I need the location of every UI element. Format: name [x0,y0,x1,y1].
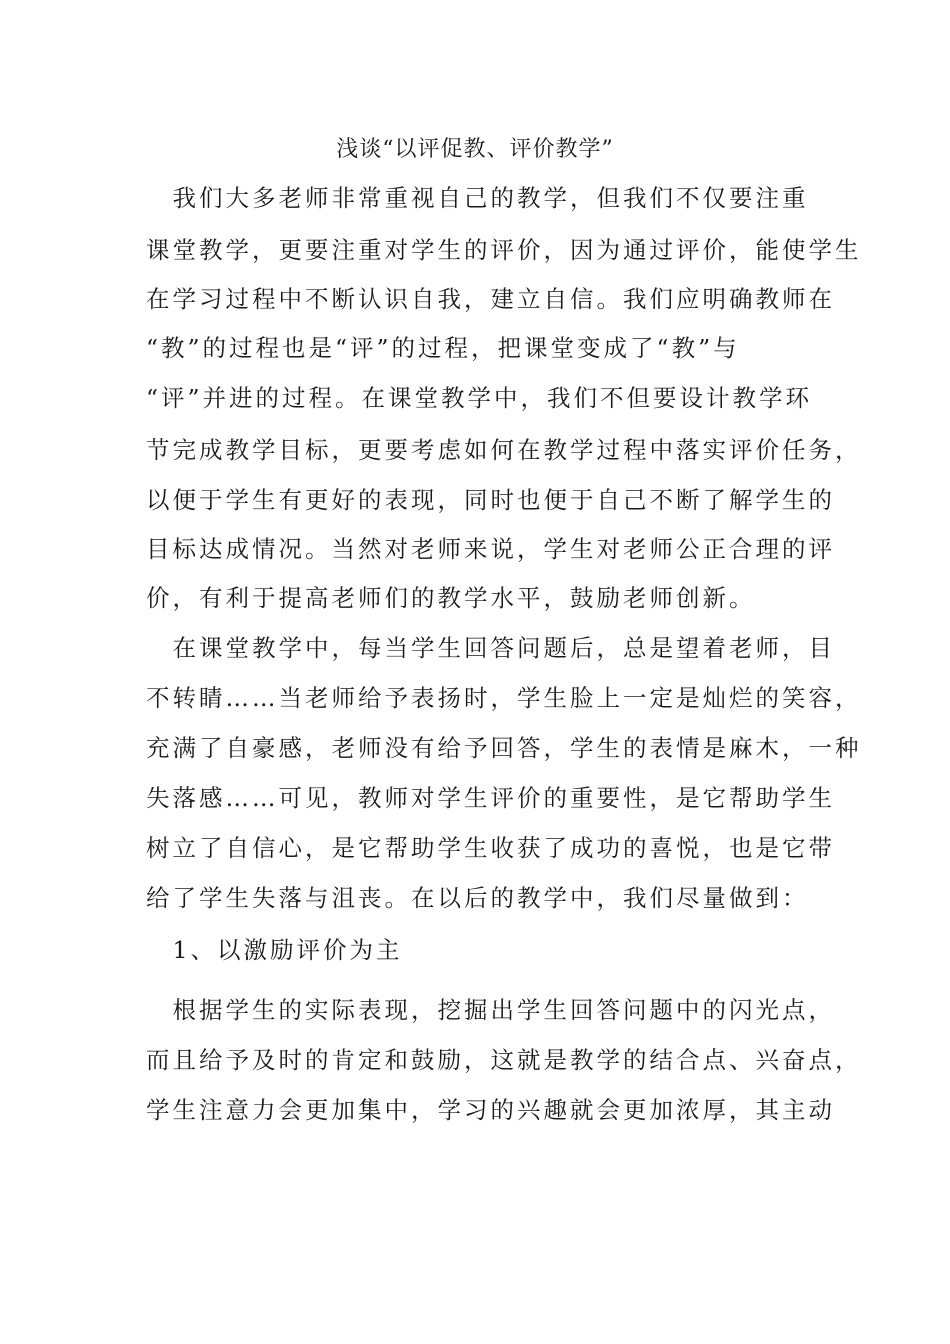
body-line: 不转睛……当老师给予表扬时，学生脸上一定是灿烂的笑容， [146,684,862,712]
body-line: 树立了自信心，是它帮助学生收获了成功的喜悦，也是它带 [146,834,835,862]
body-line: 节完成教学目标，更要考虑如何在教学过程中落实评价任务， [146,436,862,464]
body-line: 在学习过程中不断认识自我，建立自信。我们应明确教师在 [146,285,835,313]
body-line: 课堂教学，更要注重对学生的评价，因为通过评价，能使学生 [146,236,862,264]
body-line: 充满了自豪感，老师没有给予回答，学生的表情是麻木，一种 [146,734,862,762]
body-line: 而且给予及时的肯定和鼓励，这就是教学的结合点、兴奋点， [146,1046,862,1074]
body-line: 目标达成情况。当然对老师来说，学生对老师公正合理的评 [146,535,835,563]
body-line: 失落感……可见，教师对学生评价的重要性，是它帮助学生 [146,784,835,812]
body-line: 学生注意力会更加集中，学习的兴趣就会更加浓厚，其主动 [146,1096,835,1124]
body-line: 价，有利于提高老师们的教学水平，鼓励老师创新。 [146,584,756,612]
body-line: “评”并进的过程。在课堂教学中，我们不但要设计教学环 [146,384,813,412]
section-heading: 1、以激励评价为主 [146,936,403,964]
body-line: 给了学生失落与沮丧。在以后的教学中，我们尽量做到： [146,884,809,912]
body-line: “教”的过程也是“评”的过程，把课堂变成了“教”与 [146,334,740,362]
body-line: 在课堂教学中，每当学生回答问题后，总是望着老师，目 [146,634,835,662]
body-line: 我们大多老师非常重视自己的教学，但我们不仅要注重 [146,184,809,212]
body-line: 以便于学生有更好的表现，同时也便于自己不断了解学生的 [146,486,835,514]
body-line: 根据学生的实际表现，挖掘出学生回答问题中的闪光点， [146,996,835,1024]
document-title: 浅谈“以评促教、评价教学” [336,137,614,162]
